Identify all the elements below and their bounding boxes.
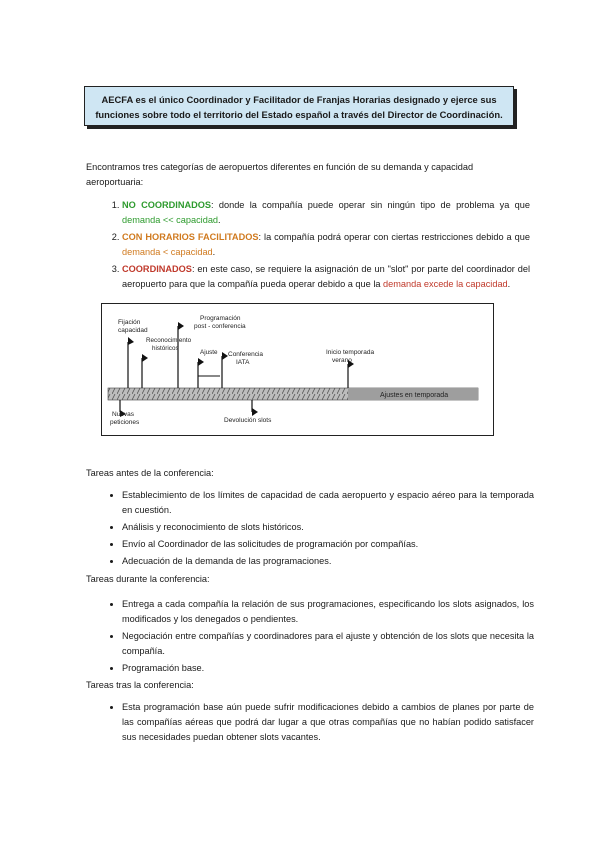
antes-list: [104, 488, 534, 571]
category-end: .: [218, 215, 221, 225]
box-line-1: AECFA es el único Coordinador y Facilitador de Franjas Horarias designado y ejerce sus: [101, 94, 497, 105]
category-item: [122, 198, 530, 228]
category-item: [122, 230, 530, 260]
fijacion-label-2: capacidad: [118, 327, 148, 334]
durante-item: • Negociación entre compañías y coordinadores para el ajuste y obtención de los slots que necesita la compañía.: [122, 629, 534, 659]
programacion-label-1: Programación: [200, 315, 241, 322]
conferencia-label-2: IATA: [236, 359, 250, 366]
ajuste-label: Ajuste: [200, 349, 218, 356]
box-line-2: funciones sobre todo el territorio del Estado español a través del Director de Coordinación.: [95, 109, 503, 120]
category-title: NO COORDINADOS: [122, 200, 212, 210]
tras-title: Tareas tras la conferencia:: [86, 680, 194, 690]
fijacion-flag: [128, 337, 134, 345]
inicio-label-1: Inicio temporada: [326, 349, 375, 356]
reconocimiento-label-1: Reconocimiento: [146, 337, 192, 344]
category-text: : donde la compañía puede operar sin ningún tipo de problema ya que: [211, 200, 530, 210]
category-title: COORDINADOS: [122, 264, 192, 274]
intro-paragraph: Encontramos tres categorías de aeropuertos diferentes en función de su demanda y capacidad aeroportuaria:: [86, 162, 474, 187]
durante-title: Tareas durante la conferencia:: [86, 574, 210, 584]
programacion-label-2: post - conferencia: [194, 323, 246, 330]
durante-item: • Entrega a cada compañía la relación de sus programaciones, especificando los slots asignados, los modificados y los denegados o pendientes.: [122, 597, 534, 627]
conferencia-label-1: Conferencia: [228, 351, 264, 358]
antes-item: • Análisis y reconocimiento de slots históricos.: [122, 520, 534, 535]
category-text: : la compañía podrá operar con ciertas restricciones debido a que: [258, 232, 530, 242]
category-text: : en este caso, se requiere la asignación de un "slot" por parte del coordinador del aeropuerto para que la compañía pueda operar debido a que la: [122, 264, 530, 289]
ajustes-temporada-label: Ajustes en temporada: [380, 392, 449, 399]
durante-item: • Programación base.: [122, 661, 534, 676]
slot-timeline-diagram: [101, 303, 494, 436]
durante-list: [104, 597, 534, 678]
category-title: CON HORARIOS FACILITADOS: [122, 232, 259, 242]
tras-item: • Esta programación base aún puede sufrir modificaciones debido a cambios de planes por parte de las compañías aéreas que podrá dar lugar a que otras compañías que no habían podido satisfacer sus necesidades puedan obtener slots vacantes.: [122, 700, 534, 745]
nuevas-label-2: peticiones: [110, 419, 140, 426]
programacion-flag: [178, 322, 184, 330]
category-end: .: [507, 279, 511, 289]
category-item: [122, 262, 530, 292]
devolucion-label: Devolución slots: [224, 417, 272, 424]
antes-item: • Adecuación de la demanda de las programaciones.: [122, 554, 534, 569]
inicio-label-2: verano: [332, 357, 352, 364]
antes-title: Tareas antes de la conferencia:: [86, 468, 214, 478]
category-highlight: demanda excede la capacidad: [383, 279, 508, 289]
timeline-svg: [102, 304, 492, 434]
reconocimiento-label-2: históricos: [152, 345, 179, 352]
category-highlight: demanda < capacidad: [122, 247, 213, 257]
category-end: .: [212, 247, 216, 257]
fijacion-label-1: Fijación: [118, 319, 141, 326]
airport-categories-list: [108, 198, 530, 294]
nuevas-label-1: Nuevas: [112, 411, 135, 418]
highlight-box: [84, 86, 514, 126]
antes-item: • Establecimiento de los límites de capacidad de cada aeropuerto y espacio aéreo para la temporada en cuestión.: [122, 488, 534, 518]
reconocimiento-flag: [142, 354, 148, 362]
tras-list: [104, 700, 534, 747]
devolucion-flag: [252, 408, 258, 416]
category-highlight: demanda << capacidad: [122, 215, 219, 225]
ajuste-flag: [198, 358, 204, 366]
antes-item: • Envío al Coordinador de las solicitudes de programación por compañías.: [122, 537, 534, 552]
